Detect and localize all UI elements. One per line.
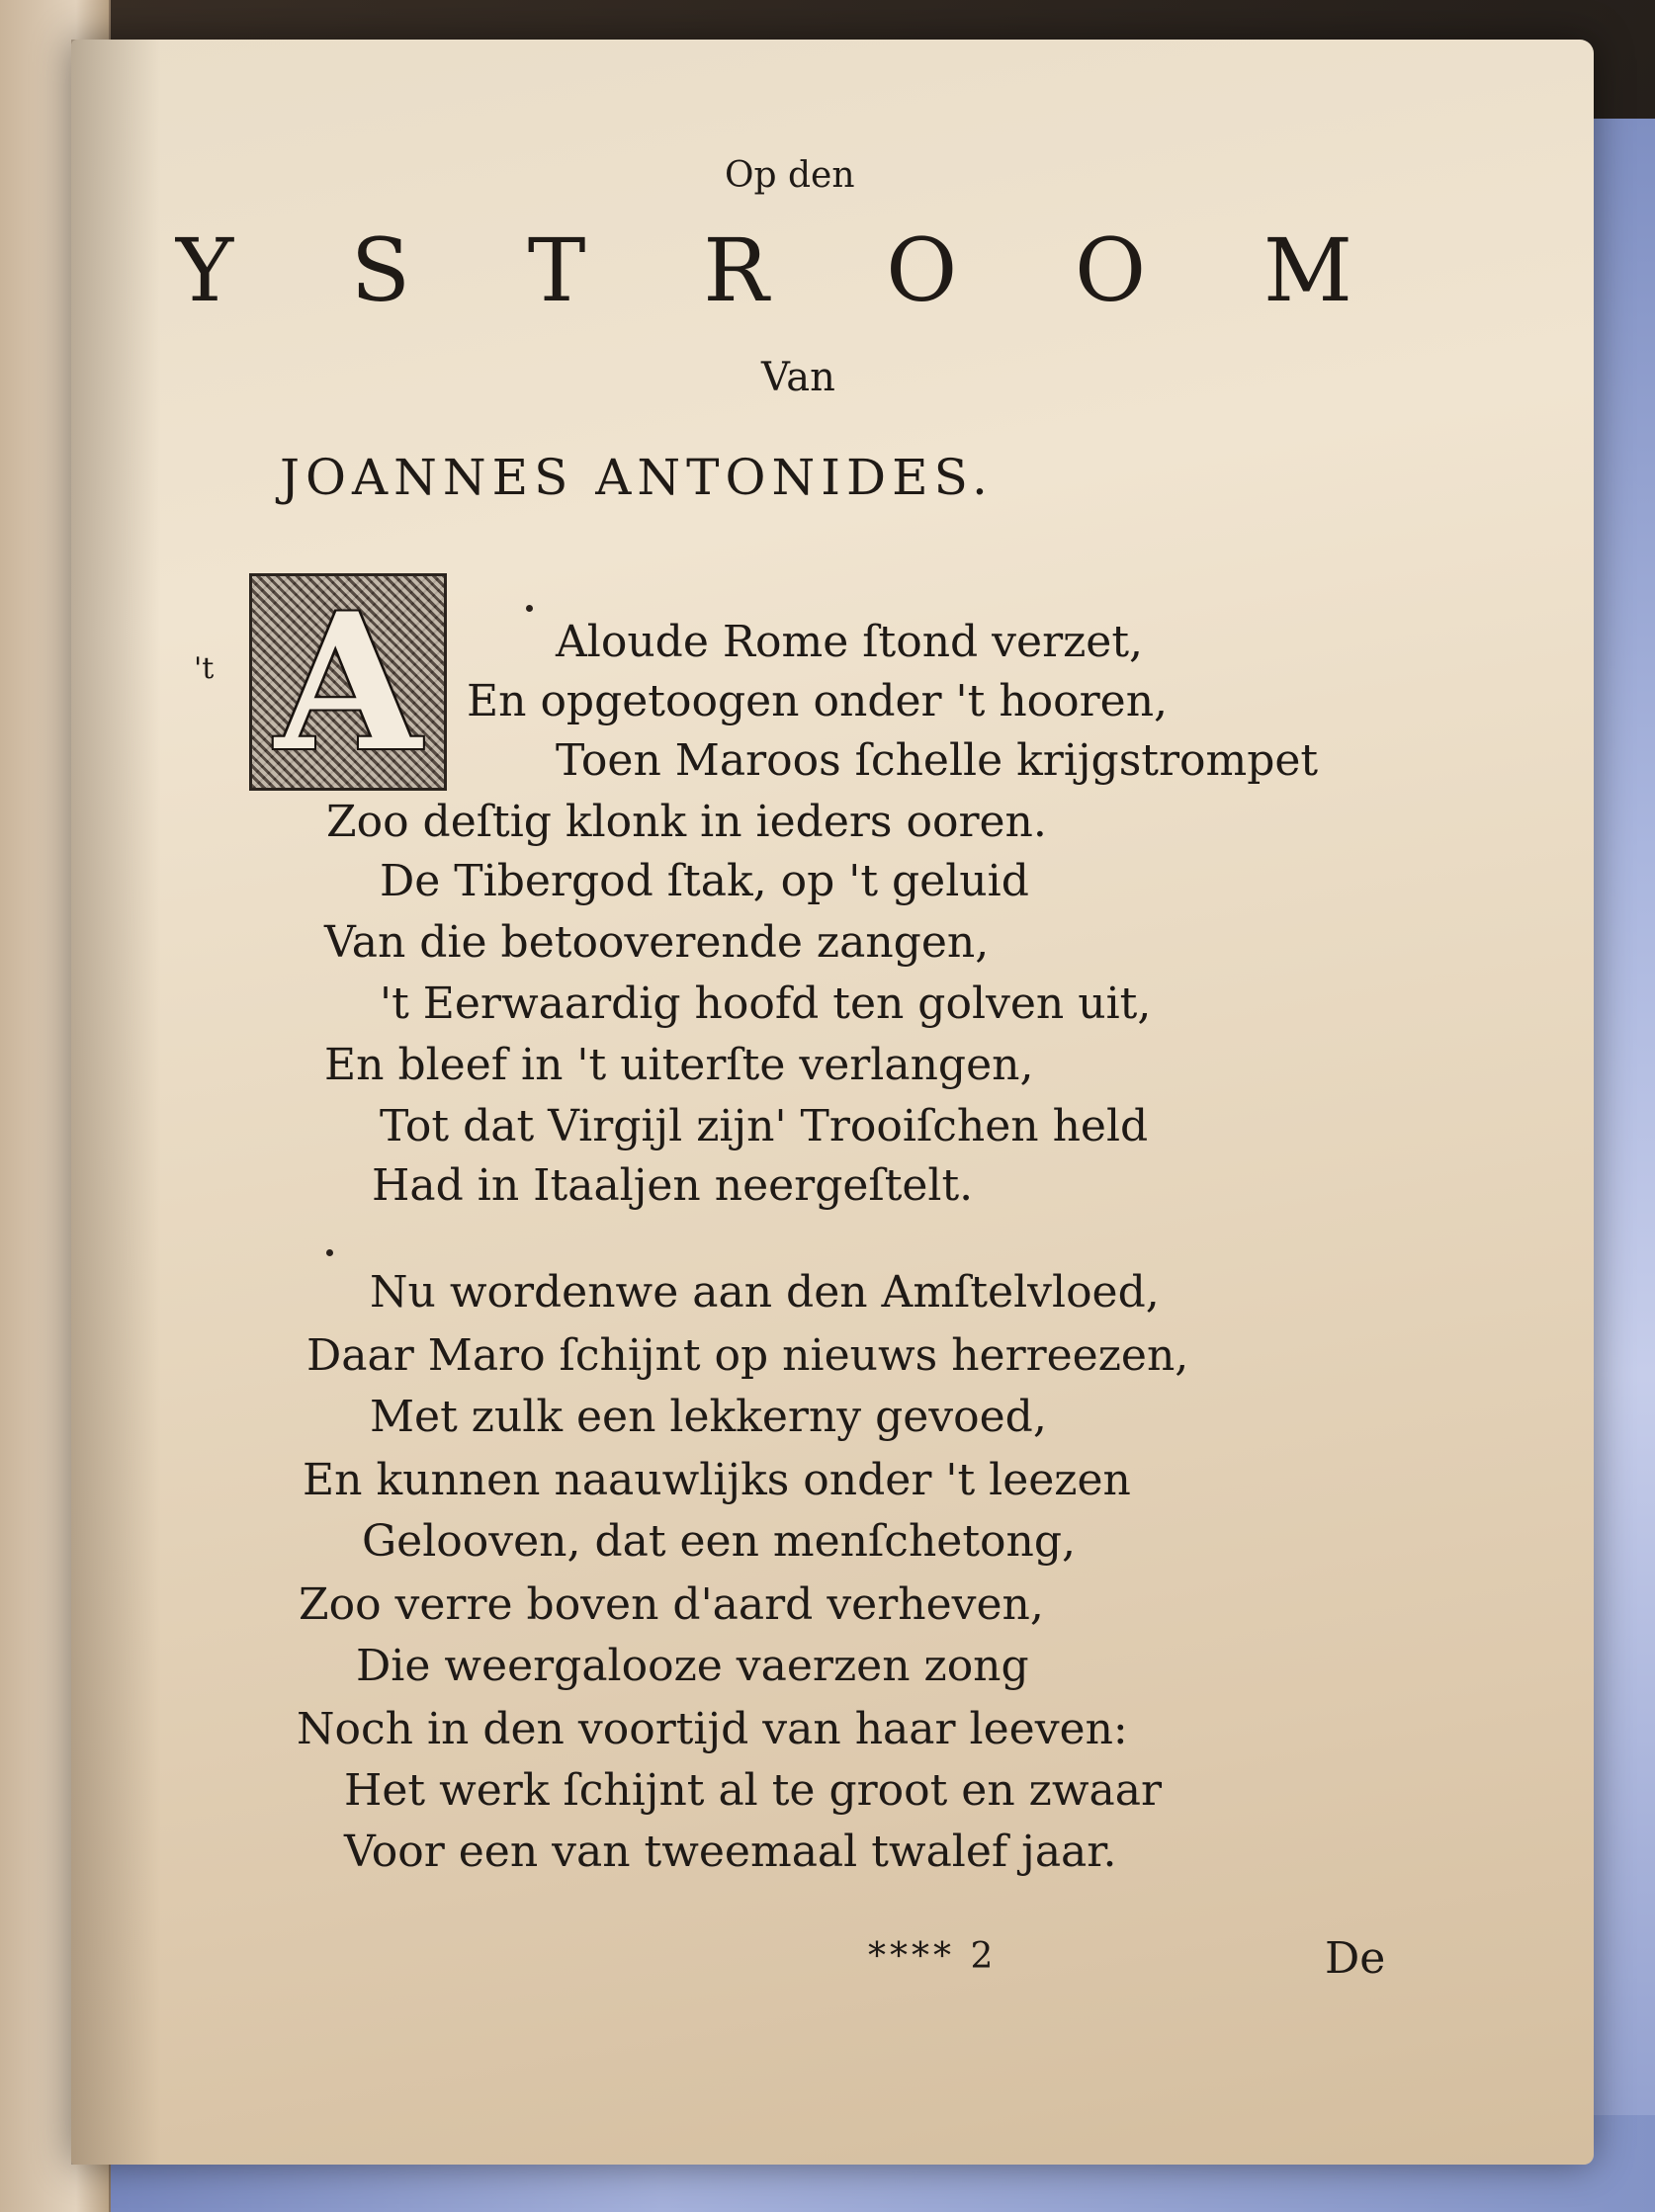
verse-line: Die weergalooze vaerzen zong (356, 1641, 1029, 1691)
verse-line: Daar Maro ſchijnt op nieuws herreezen, (306, 1330, 1189, 1381)
verse-line: Voor een van tweemaal twalef jaar. (344, 1827, 1117, 1877)
title-letter: S (350, 219, 411, 321)
verse-line: Met zulk een lekkerny gevoed, (370, 1392, 1047, 1442)
page-gutter-shadow (71, 40, 160, 2165)
title-letter: M (1263, 219, 1352, 321)
signature-mark: **** 2 (868, 1936, 998, 1977)
verse-line: Tot dat Virgijl zijn' Trooiſchen held (380, 1101, 1149, 1151)
verse-line: En opgetoogen onder 't hooren, (467, 676, 1169, 726)
title-letter: T (527, 219, 586, 321)
verse-line: Noch in den voortijd van haar leeven: (297, 1704, 1128, 1754)
title-letter: Y (176, 219, 234, 321)
verse-line: Had in Itaaljen neergeſtelt. (372, 1160, 974, 1211)
author-name: JOANNES ANTONIDES. (280, 449, 994, 506)
verse-line: 't Eerwaardig hoofd ten golven uit, (380, 978, 1152, 1029)
verse-line: En bleef in 't uiterſte verlangen, (324, 1040, 1034, 1090)
verse-line: Zoo verre boven d'aard verheven, (299, 1579, 1044, 1630)
poem-title (176, 219, 1352, 321)
title-letter: R (703, 219, 769, 321)
title-letter: O (1075, 219, 1147, 321)
verse-line: Nu wordenwe aan den Amſtelvloed, (370, 1267, 1160, 1318)
verse-line: Van die betooverende zangen, (324, 917, 990, 968)
ornamental-drop-cap (249, 573, 447, 791)
printer-mark-dot (526, 605, 533, 612)
verse-line: Aloude Rome ſtond verzet, (556, 617, 1143, 667)
verse-line: Toen Maroos ſchelle krijgstrompet (556, 735, 1319, 786)
heading-van: Van (761, 355, 835, 400)
title-letter: O (886, 219, 958, 321)
verse-line: Zoo deſtig klonk in ieders ooren. (326, 797, 1047, 847)
verse-line: Het werk ſchijnt al te groot en zwaar (344, 1765, 1162, 1816)
verse-line: De Tibergod ſtak, op 't geluid (380, 856, 1029, 906)
drop-cap-letter: A (275, 571, 421, 793)
verse-line: En kunnen naauwlijks onder 't leezen (303, 1455, 1131, 1505)
heading-op-den: Op den (725, 155, 855, 196)
printer-mark-dot (326, 1249, 333, 1256)
drop-cap-prefix: 't (194, 651, 215, 686)
verse-line: Gelooven, dat een menſchetong, (362, 1516, 1076, 1567)
catchword: De (1325, 1933, 1386, 1984)
